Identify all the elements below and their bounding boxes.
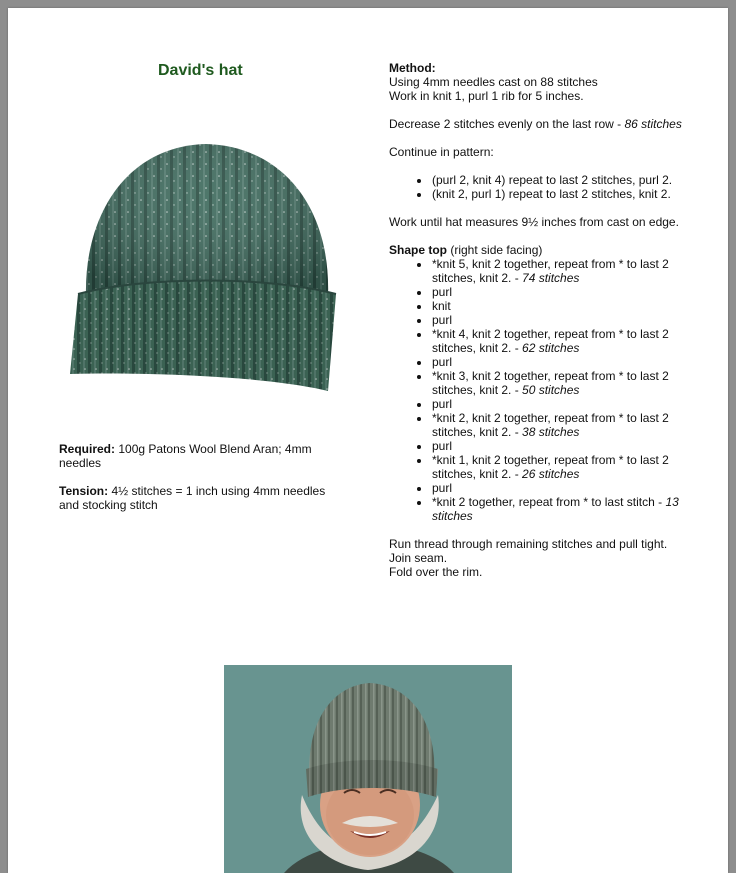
work-until-line: Work until hat measures 9½ inches from cast on edge. [389, 215, 679, 229]
shape-top-heading-line [389, 243, 689, 257]
shape-step [431, 257, 689, 285]
wearer-photo [224, 665, 512, 873]
shape-step [431, 481, 689, 495]
shape-top-heading: Shape top [389, 243, 448, 257]
shape-step-count: 62 stitches [522, 341, 580, 355]
shape-step [431, 299, 689, 313]
materials-section [59, 442, 344, 526]
shape-step-text: purl [432, 285, 453, 299]
finish-line-1: Run thread through remaining stitches and pull tight. [389, 537, 668, 551]
method-line-2: Work in knit 1, purl 1 rib for 5 inches. [389, 89, 584, 103]
shape-step [431, 397, 689, 411]
pattern-item: • (knit 2, purl 1) repeat to last 2 stitches, knit 2. [431, 187, 689, 201]
shape-step [431, 369, 689, 397]
shape-step-text: purl [432, 397, 453, 411]
required-text: 100g Patons Wool Blend Aran; 4mm needles [59, 442, 312, 470]
shape-step [431, 285, 689, 299]
finish-line-3: Fold over the rim. [389, 565, 483, 579]
shape-step-count: 38 stitches [522, 425, 580, 439]
shape-step-text: *knit 2, knit 2 together, repeat from * to last 2 stitches, knit 2. - [432, 411, 669, 439]
shape-step-text: *knit 4, knit 2 together, repeat from * to last 2 stitches, knit 2. - [432, 327, 669, 355]
shape-step-text: purl [432, 313, 453, 327]
shape-step [431, 439, 689, 453]
pattern-item: • (purl 2, knit 4) repeat to last 2 stitches, purl 2. [431, 173, 689, 187]
shape-step-text: *knit 2 together, repeat from * to last stitch - [432, 495, 666, 509]
shape-top-list [389, 257, 689, 523]
tension-line [59, 484, 344, 512]
shape-step-text: knit [432, 299, 451, 313]
tension-label: Tension: [59, 484, 109, 498]
shape-step-text: purl [432, 481, 453, 495]
shape-step [431, 355, 689, 369]
shape-step [431, 453, 689, 481]
decrease-line [389, 117, 689, 131]
shape-step-text: *knit 3, knit 2 together, repeat from * to last 2 stitches, knit 2. - [432, 369, 669, 397]
method-heading: Method: [389, 61, 436, 75]
page-title: David's hat [158, 62, 243, 79]
method-section [389, 61, 689, 579]
required-label: Required: [59, 442, 116, 456]
shape-step [431, 313, 689, 327]
hat-image [66, 136, 346, 406]
tension-text: 4½ stitches = 1 inch using 4mm needles and stocking stitch [59, 484, 326, 512]
shape-step-count: 74 stitches [522, 271, 580, 285]
shape-step [431, 411, 689, 439]
required-line [59, 442, 344, 470]
decrease-text: Decrease 2 stitches evenly on the last row - [389, 117, 625, 131]
shape-step-text: purl [432, 439, 453, 453]
shape-step-text: purl [432, 355, 453, 369]
shape-step-count: 50 stitches [522, 383, 580, 397]
pattern-list [389, 173, 689, 201]
document-page [8, 8, 728, 873]
decrease-count: 86 stitches [624, 117, 682, 131]
shape-top-sub: (right side facing) [447, 243, 543, 257]
continue-line: Continue in pattern: [389, 145, 494, 159]
shape-step-text: *knit 5, knit 2 together, repeat from * to last 2 stitches, knit 2. - [432, 257, 669, 285]
shape-step [431, 327, 689, 355]
method-line-1: Using 4mm needles cast on 88 stitches [389, 75, 598, 89]
shape-step-count: 26 stitches [522, 467, 580, 481]
finish-line-2: Join seam. [389, 551, 448, 565]
shape-step-text: *knit 1, knit 2 together, repeat from * to last 2 stitches, knit 2. - [432, 453, 669, 481]
shape-step-count: 13 stitches [432, 495, 679, 523]
shape-step [431, 495, 689, 523]
